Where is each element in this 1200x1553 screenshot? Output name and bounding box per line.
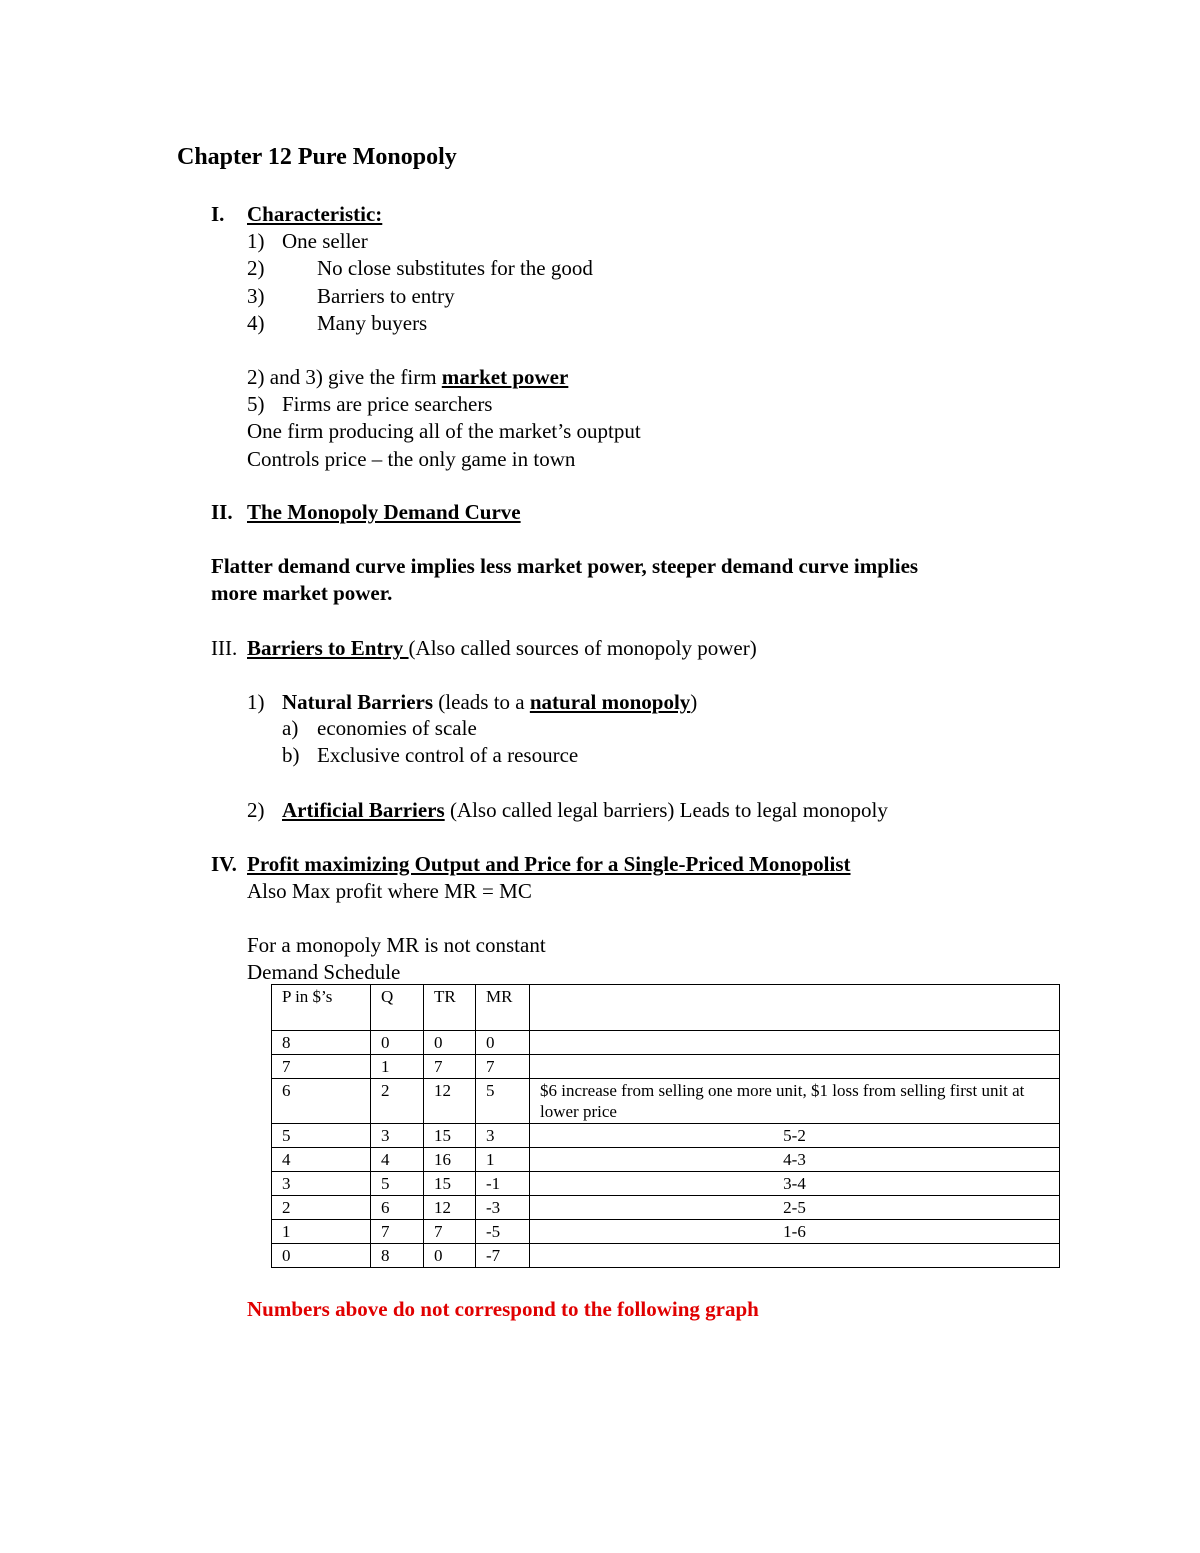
demand-schedule-label: Demand Schedule	[247, 960, 401, 984]
table-cell: 15	[424, 1172, 476, 1196]
demand-statement-line2: more market power.	[211, 581, 393, 605]
table-header-cell: TR	[424, 985, 476, 1031]
list-item-num: 5)	[247, 392, 265, 416]
table-cell: 0	[272, 1244, 371, 1268]
natural-barriers-label: Natural Barriers	[282, 690, 434, 714]
list-item-num: 3)	[247, 284, 265, 308]
mr-not-constant-line: For a monopoly MR is not constant	[247, 933, 546, 957]
artificial-barriers-label: Artificial Barriers	[282, 798, 445, 822]
list-item-text: Many buyers	[317, 311, 428, 335]
section-3-heading: Barriers to Entry	[247, 636, 409, 660]
table-cell: 7	[272, 1055, 371, 1079]
list-item-num: 1)	[247, 690, 265, 714]
sub-item-letter: a)	[282, 716, 299, 740]
list-item-text: One seller	[282, 229, 368, 253]
market-power-term: market power	[441, 365, 569, 389]
table-cell: 7	[424, 1055, 476, 1079]
list-item-text: Barriers to entry	[317, 284, 455, 308]
demand-schedule-table	[271, 984, 1060, 1268]
table-row	[272, 1220, 1060, 1244]
table-header-cell: MR	[476, 985, 530, 1031]
section-4-numeral: IV.	[211, 852, 237, 876]
section-1-heading: Characteristic:	[247, 202, 383, 226]
table-cell: 3	[371, 1124, 424, 1148]
table-cell: 6	[371, 1196, 424, 1220]
list-item-text: Firms are price searchers	[282, 392, 493, 416]
table-cell: 4-3	[530, 1148, 1060, 1172]
section-2-heading: The Monopoly Demand Curve	[247, 500, 521, 524]
natural-monopoly-term: natural monopoly	[529, 690, 691, 714]
one-firm-line: One firm producing all of the market’s ouptput	[247, 419, 641, 443]
table-cell: -3	[476, 1196, 530, 1220]
table-cell	[530, 1055, 1060, 1079]
section-3-heading-line	[247, 636, 757, 661]
table-cell: $6 increase from selling one more unit, $1 loss from selling first unit at lower price	[530, 1079, 1060, 1124]
table-cell: 5-2	[530, 1124, 1060, 1148]
table-cell: 3	[476, 1124, 530, 1148]
table-cell: 7	[371, 1220, 424, 1244]
section-3-numeral: III.	[211, 636, 238, 660]
market-power-prefix: 2) and 3) give the firm	[247, 365, 442, 389]
table-cell: 6	[272, 1079, 371, 1124]
list-item-num: 4)	[247, 311, 265, 335]
list-item-num: 2)	[247, 798, 265, 822]
artificial-barriers-line	[282, 798, 888, 823]
section-4-heading: Profit maximizing Output and Price for a Single-Priced Monopolist	[247, 852, 851, 876]
table-row	[272, 1196, 1060, 1220]
list-item-text: No close substitutes for the good	[317, 256, 593, 280]
natural-barriers-post: )	[690, 690, 698, 714]
sub-item-letter: b)	[282, 743, 300, 767]
table-cell: -7	[476, 1244, 530, 1268]
table-cell: 12	[424, 1196, 476, 1220]
table-cell	[530, 1031, 1060, 1055]
table-cell: 3	[272, 1172, 371, 1196]
table-cell	[530, 1244, 1060, 1268]
table-cell: -1	[476, 1172, 530, 1196]
list-item-num: 1)	[247, 229, 265, 253]
table-cell: 5	[371, 1172, 424, 1196]
section-2-numeral: II.	[211, 500, 233, 524]
table-header-cell	[530, 985, 1060, 1031]
table-cell: 1	[272, 1220, 371, 1244]
table-cell: -5	[476, 1220, 530, 1244]
table-row	[272, 1079, 1060, 1124]
table-cell: 2	[371, 1079, 424, 1124]
max-profit-line: Also Max profit where MR = MC	[247, 879, 532, 903]
table-row	[272, 1172, 1060, 1196]
natural-barriers-line	[282, 690, 697, 715]
table-cell: 8	[371, 1244, 424, 1268]
table-cell: 7	[476, 1055, 530, 1079]
table-row	[272, 1244, 1060, 1268]
table-cell: 0	[371, 1031, 424, 1055]
table-cell: 2	[272, 1196, 371, 1220]
table-header-row	[272, 985, 1060, 1031]
table-row	[272, 1031, 1060, 1055]
table-cell: 12	[424, 1079, 476, 1124]
table-cell: 15	[424, 1124, 476, 1148]
sub-item-text: Exclusive control of a resource	[317, 743, 579, 767]
table-cell: 0	[424, 1244, 476, 1268]
demand-statement-line1: Flatter demand curve implies less market power, steeper demand curve implies	[211, 554, 919, 578]
table-cell: 7	[424, 1220, 476, 1244]
page-title: Chapter 12 Pure Monopoly	[177, 144, 457, 170]
section-1-numeral: I.	[211, 202, 225, 226]
table-cell: 16	[424, 1148, 476, 1172]
table-cell: 0	[476, 1031, 530, 1055]
table-row	[272, 1124, 1060, 1148]
table-header-cell: Q	[371, 985, 424, 1031]
table-cell: 5	[476, 1079, 530, 1124]
table-cell: 1	[371, 1055, 424, 1079]
graph-note: Numbers above do not correspond to the following graph	[247, 1297, 759, 1321]
table-cell: 4	[371, 1148, 424, 1172]
table-row	[272, 1055, 1060, 1079]
table-cell: 4	[272, 1148, 371, 1172]
table-cell: 2-5	[530, 1196, 1060, 1220]
sub-item-text: economies of scale	[317, 716, 477, 740]
table-cell: 5	[272, 1124, 371, 1148]
artificial-barriers-text: (Also called legal barriers) Leads to legal monopoly	[444, 798, 888, 822]
natural-barriers-pre: (leads to a	[433, 690, 530, 714]
table-header-cell: P in $’s	[272, 985, 371, 1031]
controls-price-line: Controls price – the only game in town	[247, 447, 576, 471]
table-cell: 3-4	[530, 1172, 1060, 1196]
market-power-line	[247, 365, 568, 390]
table-cell: 8	[272, 1031, 371, 1055]
table-row	[272, 1148, 1060, 1172]
table-cell: 1-6	[530, 1220, 1060, 1244]
list-item-num: 2)	[247, 256, 265, 280]
section-3-note: (Also called sources of monopoly power)	[408, 636, 757, 660]
table-cell: 1	[476, 1148, 530, 1172]
table-cell: 0	[424, 1031, 476, 1055]
